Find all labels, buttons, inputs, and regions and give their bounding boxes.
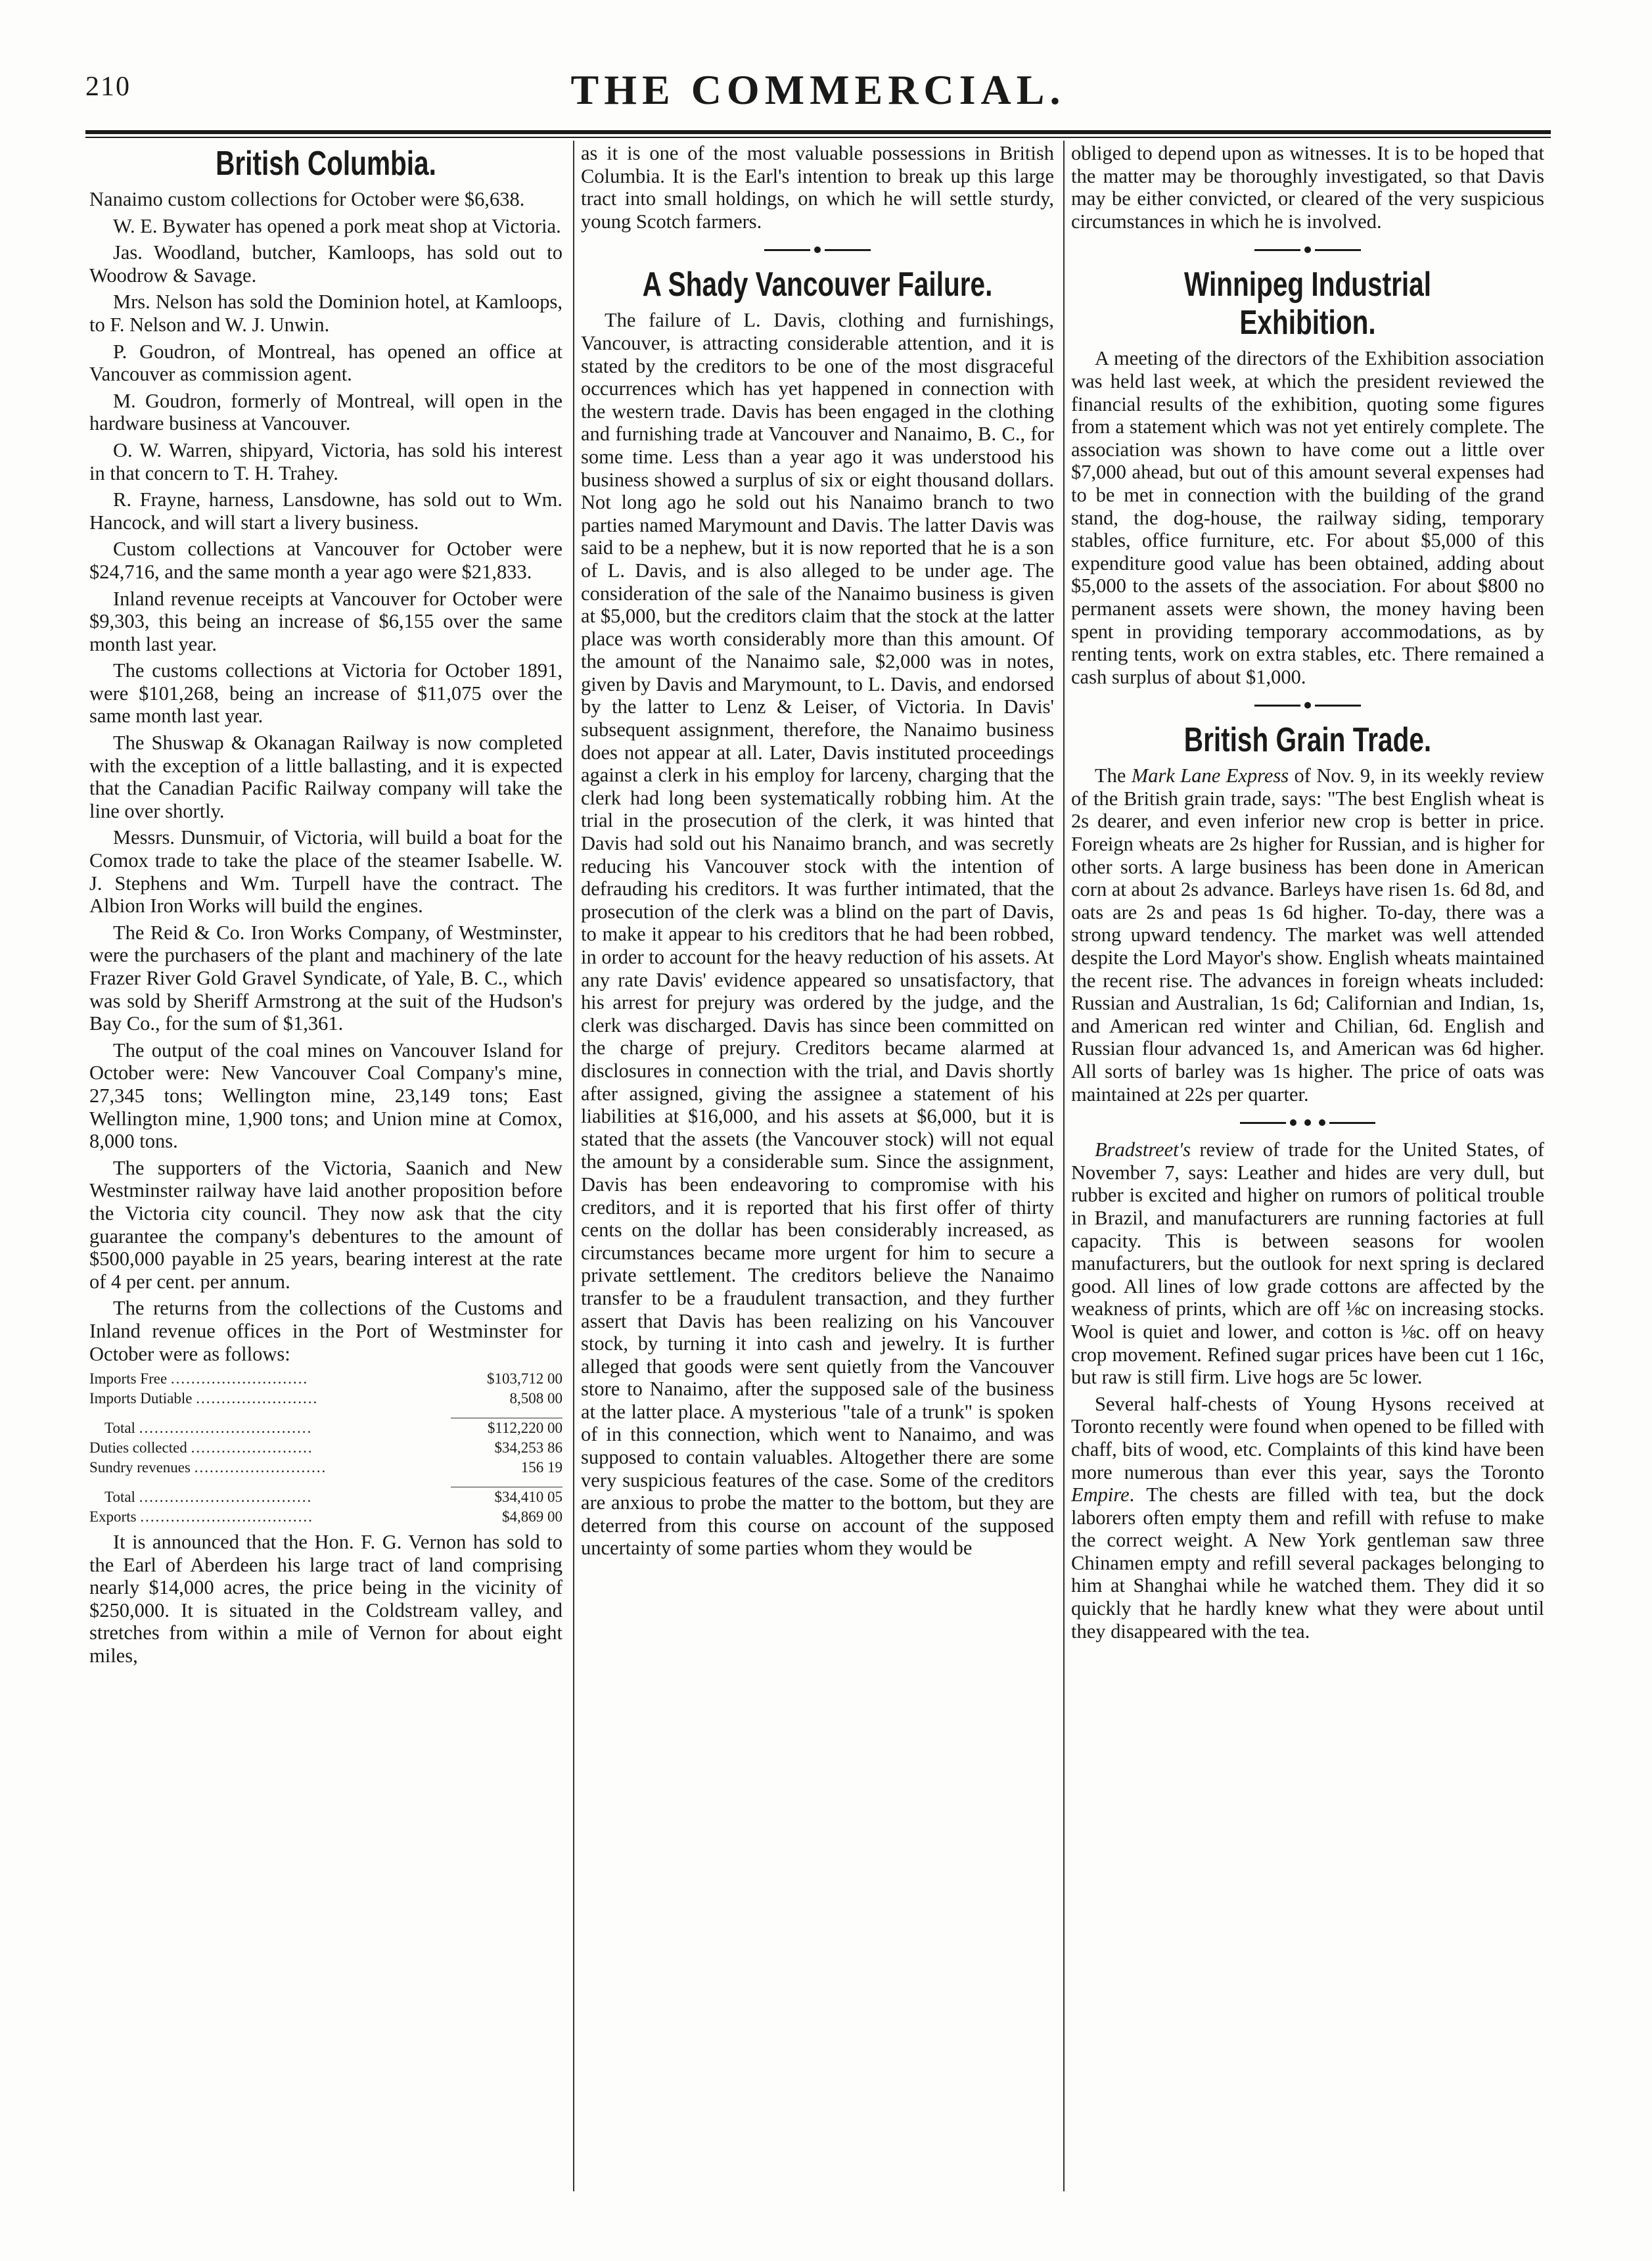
page-number: 210 [85,72,131,102]
article-body [1071,1393,1544,1643]
news-item: The returns from the collections of the Customs and Inland revenue offices in the Port of Westminster for October were as follows: [89,1297,562,1365]
news-item: The customs collections at Victoria for October 1891, were $101,268, being an increase of $11,075 over the same month last year. [89,659,562,728]
section-ornament [1071,238,1544,259]
returns-table [89,1369,562,1527]
page-header [85,66,1551,125]
section-title-winnipeg-exhibition: Winnipeg Industrial Exhibition. [1184,266,1431,342]
news-item: The supporters of the Victoria, Saanich and New Westminster railway have laid another proposition before the Victoria city council. They now ask that the city guarantee the company's debentures to the amount of $500,000 payable in 25 years, bearing interest at the rate of 4 per cent. per annum. [89,1156,562,1293]
section-ornament [1071,1111,1544,1132]
text-run: of Nov. 9, in its weekly review of the British grain trade, says: "The best English wheat is 2s dearer, and even inferior new crop is better in price. Foreign wheats are 2s higher for Russian, and is higher for other sorts. A large business has been done in American corn at about 2s advance. Barleys have risen 1s. 6d 8d, and oats are 2s and peas 1s 6d higher. To-day, there was a strong upward tendency. The market was well attended despite the Lord Mayor's show. English wheats maintained the recent rise. The advances in foreign wheats included: Russian and Australian, 1s 6d; Californian and Indian, 1s, and American red winter and Chilian, 6d. English and Russian flour advanced 1s, and American was 6d higher. All sorts of barley was 1s higher. The price of oats was maintained at 22s per quarter. [1071,764,1544,1106]
news-item: The Reid & Co. Iron Works Company, of Westminster, were the purchasers of the plant and machinery of the late Frazer River Gold Gravel Syndicate, of Yale, B. C., which was sold by Sheriff Armstrong at the suit of the Hudson's Bay Co., for the sum of $1,361. [89,921,562,1035]
news-item: Messrs. Dunsmuir, of Victoria, will build a boat for the Comox trade to take the place of the steamer Isabelle. W. J. Stephens and Wm. Turpell have the contract. The Albion Iron Works will build the engines. [89,826,562,918]
news-item: Mrs. Nelson has sold the Dominion hotel, at Kamloops, to F. Nelson and W. J. Unwin. [89,291,562,336]
news-item: Inland revenue receipts at Vancouver for October were $9,303, this being an increase of $6,155 over the same month last year. [89,587,562,655]
row-amount: $34,410 05 [451,1487,562,1508]
section-title-british-columbia: British Columbia. [216,145,436,183]
column-divider [1063,141,1065,2191]
text-run: Several half-chests of Young Hysons received at Toronto recently were found when opened to be filled with chaff, bits of wood, etc. Complaints of this kind have been more numerous than ever this year, says the Toronto [1071,1392,1544,1483]
table-row: Imports Free ........................... $103,712 00 [89,1369,562,1389]
row-amount: 8,508 00 [509,1390,562,1407]
news-item: The output of the coal mines on Vancouver Island for October were: New Vancouver Coal Company's mine, 27,345 tons; Wellington mine, 23,149 tons; East Wellington mine, 1,900 tons; and Union mine at Comox, 8,000 tons. [89,1038,562,1153]
table-row: Exports .................................. $4,869 00 [89,1507,562,1527]
table-row: Duties collected ........................ $34,253 86 [89,1438,562,1458]
row-label: Total [104,1488,135,1505]
news-item: P. Goudron, of Montreal, has opened an office at Vancouver as commission agent. [89,340,562,386]
news-item: Custom collections at Vancouver for October were $24,716, and the same month a year ago were $21,833. [89,538,562,583]
article-body [1071,764,1544,1106]
row-amount: $34,253 86 [494,1439,562,1457]
article-body: The failure of L. Davis, clothing and furnishings, Vancouver, is attracting considerable attention, and it is stated by the creditors to be one of the most disgraceful occurrences which has yet happened in connection with the western trade. Davis has been engaged in the clothing and furnishing trade at Vancouver and Nanaimo, B. C., for some time. Less than a year ago it was understood his business showed a surplus of six or eight thousand dollars. Not long ago he sold out his Nanaimo branch to two parties named Marymount and Davis. The latter Davis was said to be a nephew, but it is now reported that he is a son of L. Davis, and is also alleged to be under age. The consideration of the sale of the Nanaimo business is given at $5,000, but the creditors claim that the stock at the latter place was worth considerably more than this amount. Of the amount of the Nanaimo sale, $2,000 was in notes, given by Davis and Marymount, to L. Davis, and endorsed by the latter to Lenz & Leiser, of Victoria. In Davis' subsequent assignment, therefore, the Nanaimo business does not appear at all. Later, Davis instituted proceedings against a clerk in his employ for larceny, charging that the clerk had long been systematically robbing him. At the trial in the prosecution of the clerk, it was hinted that Davis had sold out his Nanaimo branch, and was secretly reducing his Vancouver stock with the intention of defrauding his creditors. It was further intimated, that the prosecution of the clerk was a blind on the part of Davis, to make it appear to his creditors that he had been robbed, in order to account for the heavy reduction of his assets. At any rate Davis' evidence appeared so unsatisfactory, that his arrest for prejury was ordered by the judge, and the clerk was discharged. Davis has since been committed on the charge of prejury. Creditors became alarmed at disclosures in connection with the trial, and Davis shortly after assigned, giving the assignee a statement of his liabilities at $16,000, and his assets at $6,000, but it is stated that the assets (the Vancouver stock) will not equal the amount by a considerable sum. Since the assignment, Davis has been endeavoring to compromise with his creditors, and it is reported that his first offer of thirty cents on the dollar has been considerably increased, as circumstances became more urgent for him to secure a private settlement. The creditors believe the Nanaimo transfer to be a fraudulent transaction, and they further assert that Davis has been realizing on his Vancouver stock, by turning it into cash and jewelry. It is further alleged that goods were sent quietly from the Vancouver store to Nanaimo, after the supposed sale of the business at the latter place. A mysterious "tale of a trunk" is spoken of in this connection, which went to Nanaimo, and was supposed to contain valuables. Altogether there are some very suspicious features of the case. Some of the creditors are anxious to probe the matter to the bottom, but they are deterred from this course on account of the supposed uncertainty of some parties whom they would be [581,309,1054,1560]
row-amount: 156 19 [520,1459,562,1476]
masthead: THE COMMERCIAL. [570,66,1066,113]
news-item: Nanaimo custom collections for October were $6,638. [89,188,525,210]
column-divider [573,141,574,2191]
section-title-british-grain-trade: British Grain Trade. [1183,721,1432,760]
news-item: R. Frayne, harness, Lansdowne, has sold out to Wm. Hancock, and will start a livery business. [89,488,562,534]
column-3 [1071,142,1544,2199]
text-run: review of trade for the United States, of November 7, says: Leather and hides are very dull, but rubber is excited and higher on rumors of political trouble in Brazil, and manufacturers are running factories at full capacity. This is between seasons for woolen manufacturers, but the outlook for next spring is declared good. All lines of low grade cottons are affected by the weakness of prints, which are off ⅛c on increasing stocks. Wool is quiet and lower, and cotton is ⅛c. off on heavy crop movement. Refined sugar prices have been cut 1 16c, but raw is still firm. Live hogs are 5c lower. [1071,1138,1544,1389]
section-title-shady-failure: A Shady Vancouver Failure. [642,266,993,304]
header-rule [85,130,1551,134]
publication-name: Empire [1071,1483,1130,1506]
text-run: . The chests are filled with tea, but the dock laborers often empty them and refill with refuse to make the correct weight. A New York gentleman saw three Chinamen empty and refill several packages belonging to him at Shanghai while he watched them. They did it so quickly that he hardly knew what they were about until they disappeared with the tea. [1071,1483,1544,1643]
article-body: A meeting of the directors of the Exhibition association was held last week, at which the president reviewed the financial results of the exhibition, quoting some figures from a statement which was not yet entirely complete. The association was shown to have come out a little over $7,000 ahead, but out of this amount several expenses had to be met in connection with the building of the grand stand, the dog-house, the railway siding, temporary stables, office furniture, etc. For about $5,000 of this expenditure good value has been obtained, adding about $5,000 to the assets of the association. For about $800 no permanent assets were shown, the money having been spent in providing temporary accommodations, as by renting tents, work on extra stables, etc. There remained a cash surplus of about $1,000. [1071,347,1544,688]
row-label: Imports Free [89,1370,168,1387]
continued-text: obliged to depend upon as witnesses. It is to be hoped that the matter may be thoroughly investigated, so that Davis may be either convicted, or cleared of the very suspicious circumstances in which he is involved. [1071,142,1544,233]
row-label: Sundry revenues [89,1459,191,1476]
table-row: Imports Dutiable ........................ 8,508 00 [89,1389,562,1409]
row-amount: $103,712 00 [487,1370,562,1387]
article-body [1071,1138,1544,1389]
row-amount: $4,869 00 [502,1508,562,1526]
header-rule-thin [85,137,1551,138]
news-item: The Shuswap & Okanagan Railway is now completed with the exception of a little ballasting, and it is expected that the Canadian Pacific Railway company will take the line over shortly. [89,732,562,822]
publication-name: Mark Lane Express [1131,764,1289,787]
row-label: Total [104,1419,135,1436]
section-ornament [581,238,1054,259]
section-ornament [1071,693,1544,714]
table-row: Total .................................. $34,410 05 [89,1487,562,1508]
publication-name: Bradstreet's [1095,1138,1191,1161]
text-run: The [1095,764,1132,787]
row-amount: $112,220 00 [451,1418,562,1439]
news-item: It is announced that the Hon. F. G. Vernon has sold to the Earl of Aberdeen his large tract of land comprising nearly $14,000 acres, the price being in the vicinity of $250,000. It is situated in the Coldstream valley, and stretches from within a mile of Vernon for about eight miles, [89,1531,562,1667]
continued-text: as it is one of the most valuable possessions in British Columbia. It is the Earl's intention to break up this large tract into small holdings, on which he will settle sturdy, young Scotch farmers. [581,142,1054,233]
row-label: Exports [89,1508,137,1526]
table-row: Total .................................. $112,220 00 [89,1418,562,1439]
row-label: Duties collected [89,1439,187,1457]
table-row: Sundry revenues .......................... 156 19 [89,1458,562,1478]
row-label: Imports Dutiable [89,1390,193,1407]
news-item: O. W. Warren, shipyard, Victoria, has sold his interest in that concern to T. H. Trahey. [89,438,562,484]
news-item: M. Goudron, formerly of Montreal, will open in the hardware business at Vancouver. [89,389,562,435]
column-2 [581,142,1054,2199]
news-item: Jas. Woodland, butcher, Kamloops, has sold out to Woodrow & Savage. [89,241,562,287]
news-item: W. E. Bywater has opened a pork meat shop at Victoria. [113,214,561,237]
column-1 [89,142,562,2199]
